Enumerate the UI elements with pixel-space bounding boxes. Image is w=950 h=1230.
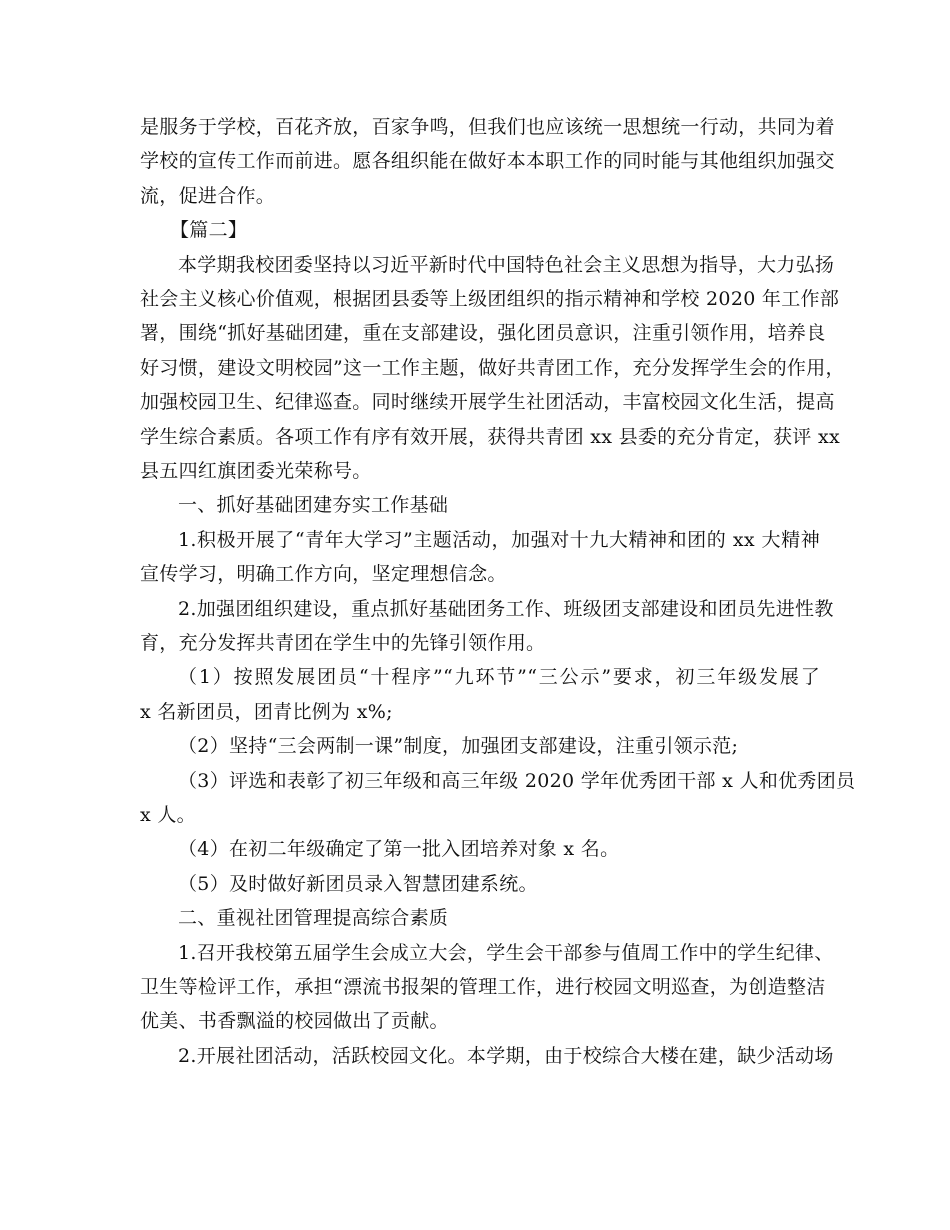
text-line: 一、抓好基础团建夯实工作基础 xyxy=(178,494,449,517)
text-line: 1.召开我校第五届学生会成立大会，学生会干部参与值周工作中的学生纪律、 xyxy=(178,941,834,964)
text-line: x 名新团员，团青比例为 x%; xyxy=(140,700,393,723)
text-line: 2.开展社团活动，活跃校园文化。本学期，由于校综合大楼在建，缺少活动场 xyxy=(178,1044,834,1067)
text-line: （2）坚持“三会两制一课”制度，加强团支部建设，注重引领示范; xyxy=(178,735,739,758)
text-line: 育，充分发挥共青团在学生中的先锋引领作用。 xyxy=(140,632,546,654)
text-line: 本学期我校团委坚持以习近平新时代中国特色社会主义思想为指导，大力弘扬 xyxy=(178,253,835,276)
text-line: 宣传学习，明确工作方向，坚定理想信念。 xyxy=(140,563,507,586)
text-line: 2.加强团组织建设，重点抓好基础团务工作、班级团支部建设和团员先进性教 xyxy=(178,597,834,620)
text-line: （3）评选和表彰了初三年级和高三年级 2020 学年优秀团干部 x 人和优秀团员 xyxy=(178,769,856,792)
text-line: 加强校园卫生、纪律巡查。同时继续开展学生社团活动，丰富校园文化生活，提高 xyxy=(140,391,835,414)
text-line: 学校的宣传工作而前进。愿各组织能在做好本本职工作的同时能与其他组织加强交 xyxy=(140,150,835,173)
text-line: 【篇二】 xyxy=(170,219,248,242)
text-line: 流，促进合作。 xyxy=(140,184,276,207)
text-line: 二、重视社团管理提高综合素质 xyxy=(178,907,449,930)
text-line: 卫生等检评工作，承担“漂流书报架的管理工作，进行校园文明巡查，为创造整洁 xyxy=(140,976,826,998)
text-line: 是服务于学校，百花齐放，百家争鸣，但我们也应该统一思想统一行动，共同为着 xyxy=(140,116,835,138)
text-line: 署，围绕“抓好基础团建，重在支部建设，强化团员意识，注重引领作用，培养良 xyxy=(140,322,826,345)
text-line: x 人。 xyxy=(140,804,196,826)
text-line: （4）在初二年级确定了第一批入团培养对象 x 名。 xyxy=(178,838,620,861)
text-line: 县五四红旗团委光荣称号。 xyxy=(140,460,372,482)
text-line: 社会主义核心价值观，根据团县委等上级团组织的指示精神和学校 2020 年工作部 xyxy=(140,288,840,310)
text-line: 学生综合素质。各项工作有序有效开展，获得共青团 xx 县委的充分肯定，获评 xx xyxy=(140,425,840,448)
text-line: 优美、书香飘溢的校园做出了贡献。 xyxy=(140,1010,449,1033)
text-line: 1.积极开展了“青年大学习”主题活动，加强对十九大精神和团的 xx 大精神 xyxy=(178,528,820,551)
text-line: （1）按照发展团员“十程序”“九环节”“三公示”要求，初三年级发展了 xyxy=(178,666,820,689)
text-line: 好习惯，建设文明校园”这一工作主题，做好共青团工作，充分发挥学生会的作用， xyxy=(140,356,845,379)
text-line: （5）及时做好新团员录入智慧团建系统。 xyxy=(178,872,538,895)
